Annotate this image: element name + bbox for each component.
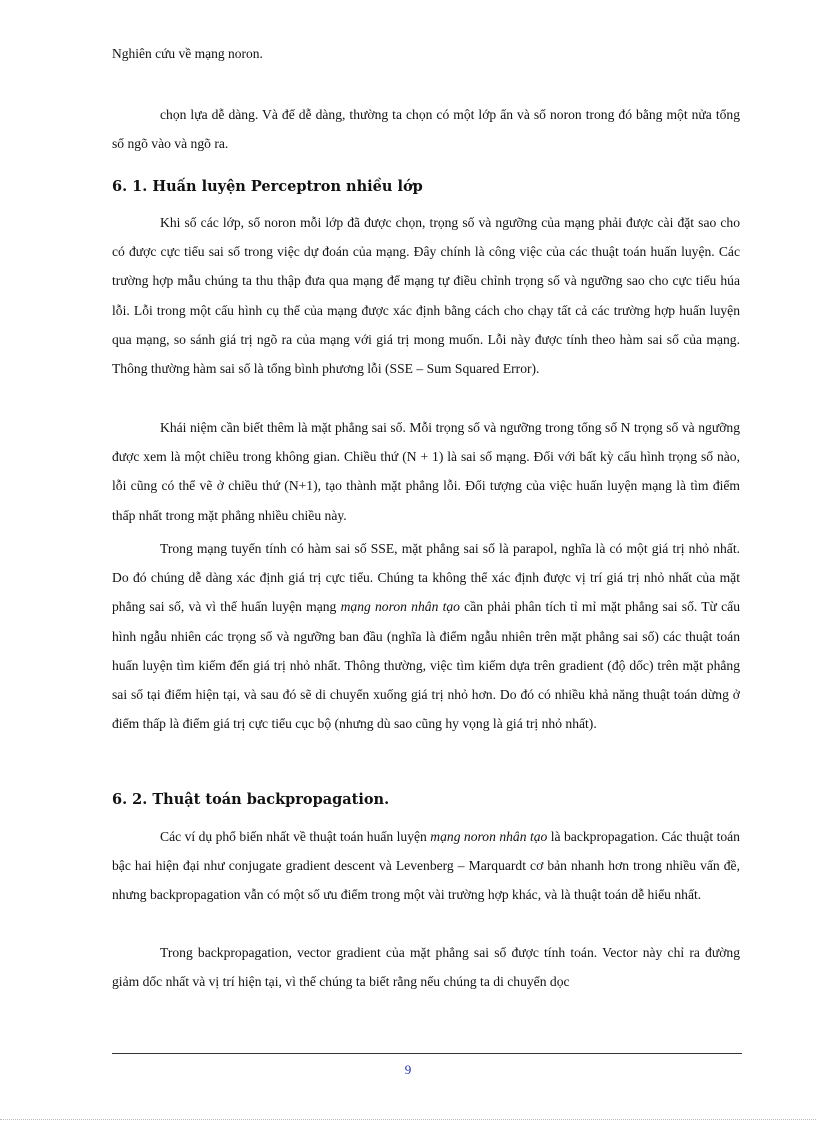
section-2-paragraph-1 (112, 822, 740, 910)
section-2-title: 6. 2. Thuật toán backpropagation. (112, 791, 390, 808)
paragraph-text: là backpropagation. Các thuật toán bậc hai hiện đại như conjugate gradient descent và Levenberg – Marquardt cơ bản nhanh hơn trong nhiều vấn đề, nhưng backpropagation vẫn có một số ưu điểm trong một vài trường hợp khác, và là thuật toán dễ hiểu nhất. (112, 829, 740, 903)
paragraph-text: cần phải phân tích tỉ mỉ mặt phẳng sai số. Từ cấu hình ngẫu nhiên các trọng số và ngưỡng ban đầu (nghĩa là điểm ngẫu nhiên trên mặt phẳng sai số) các thuật toán huấn luyện tìm kiếm đến giá trị nhỏ nhất. Thông thường, việc tìm kiếm dựa trên gradient (độ dốc) trên mặt phẳng sai số tại điểm hiện tại, và sau đó sẽ di chuyển xuống giá trị nhỏ hơn. Do đó có nhiều khả năng thuật toán dừng ở điểm thấp là điểm giá trị cực tiểu cục bộ (nhưng dù sao cũng hy vọng là giá trị nhỏ nhất). (112, 599, 740, 732)
paragraph-text: Trong mạng tuyến tính có hàm sai số SSE, mặt phẳng sai số là parapol, nghĩa là có một giá trị nhỏ nhất. Do đó chúng dễ dàng xác định giá trị cực tiểu. Chúng ta không thể xác định được vị trí giá trị nhỏ nhất của mặt phẳng sai số, và vì thế huấn luyện mạng (112, 541, 740, 615)
section-2-paragraph-2: Trong backpropagation, vector gradient của mặt phẳng sai số được tính toán. Vector này chỉ ra đường giảm dốc nhất và vị trí hiện tại, vì thế chúng ta biết rằng nếu chúng ta di chuyển dọc (112, 945, 740, 990)
section-1-paragraph-1: Khi số các lớp, số noron mỗi lớp đã được chọn, trọng số và ngưỡng của mạng phải được cài đặt sao cho có được cực tiểu sai số trong việc dự đoán của mạng. Đây chính là công việc của các thuật toán huấn luyện. Các trường hợp mẫu chúng ta thu thập đưa qua mạng để mạng tự điều chỉnh trọng số và ngưỡng sao cho cực tiểu húa lỗi. Lỗi trong một cấu hình cụ thể của mạng được xác định bằng cách cho chạy tất cả các trường hợp huấn luyện qua mạng, so sánh giá trị ngõ ra của mạng với giá trị mong muốn. Lỗi này được tính theo hàm sai số của mạng. Thông thường hàm sai số là tổng bình phương lỗi (SSE – Sum Squared Error). (112, 215, 740, 377)
section-1-paragraph-2: Khái niệm cần biết thêm là mặt phẳng sai số. Mỗi trọng số và ngưỡng trong tổng số N trọng số và ngưỡng được xem là một chiều trong không gian. Chiều thứ (N + 1) là sai số mạng. Đối với bất kỳ cấu hình trọng số nào, lỗi cũng có thể vẽ ở chiều thứ (N+1), tạo thành mặt phẳng lỗi. Đối tượng của việc huấn luyện mạng là tìm điểm thấp nhất trong mặt phẳng nhiều chiều này. (112, 420, 740, 523)
italic-term: mạng noron nhân tạo (430, 829, 548, 844)
footer-divider (112, 1053, 742, 1054)
page-edge-divider (0, 1119, 816, 1120)
italic-term: mạng noron nhân tạo (340, 599, 460, 615)
page-number: 9 (404, 1062, 412, 1077)
intro-paragraph: chọn lựa dễ dàng. Và để dễ dàng, thường ta chọn có một lớp ẩn và số noron trong đó bằng một nửa tổng số ngõ vào và ngõ ra. (112, 107, 740, 152)
paragraph-text: Các ví dụ phổ biến nhất về thuật toán huấn luyện (160, 829, 431, 844)
section-1-paragraph-3 (112, 534, 740, 738)
section-1-title: 6. 1. Huấn luyện Perceptron nhiều lớp (112, 178, 423, 195)
running-header: Nghiên cứu về mạng noron. (112, 46, 263, 61)
